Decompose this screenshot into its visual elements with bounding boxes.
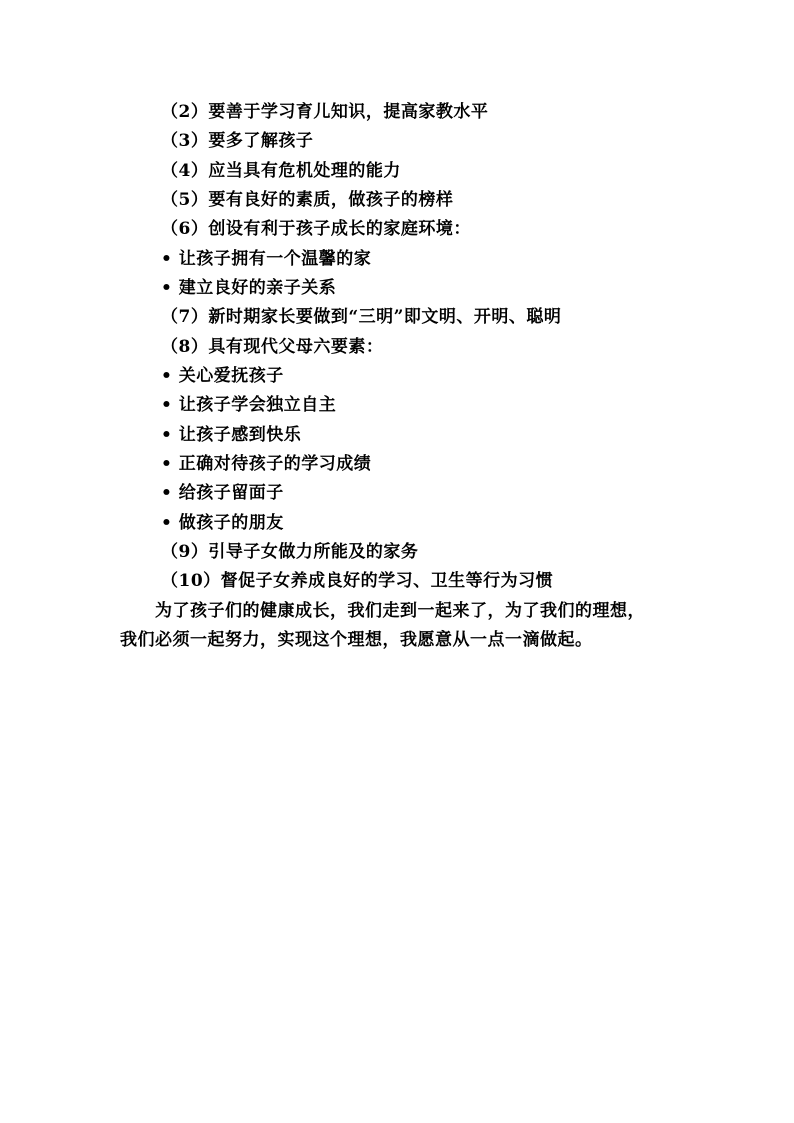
- bullet-item: • 建立良好的亲子关系: [161, 278, 337, 298]
- list-item: （10）督促子女养成良好的学习、卫生等行为习惯: [161, 571, 554, 591]
- bullet-item: • 给孩子留面子: [161, 483, 284, 503]
- closing-paragraph-line-1: 为了孩子们的健康成长，我们走到一起来了，为了我们的理想，: [155, 601, 645, 621]
- bullet-item: • 关心爱抚孩子: [161, 366, 284, 386]
- list-item: （2）要善于学习育儿知识，提高家教水平: [161, 102, 489, 122]
- list-item: （8）具有现代父母六要素：: [161, 337, 384, 357]
- list-item: （4）应当具有危机处理的能力: [161, 161, 401, 181]
- closing-paragraph-line-2: 我们必须一起努力，实现这个理想，我愿意从一点一滴做起。: [120, 630, 593, 650]
- bullet-item: • 做孩子的朋友: [161, 513, 284, 533]
- list-item: （6）创设有利于孩子成长的家庭环境：: [161, 219, 471, 239]
- bullet-item: • 让孩子感到快乐: [161, 425, 302, 445]
- bullet-item: • 让孩子学会独立自主: [161, 395, 337, 415]
- bullet-item: • 正确对待孩子的学习成绩: [161, 454, 372, 474]
- list-item: （3）要多了解孩子: [161, 131, 314, 151]
- list-item: （7）新时期家长要做到“三明”即文明、开明、聪明: [161, 307, 562, 327]
- bullet-item: • 让孩子拥有一个温馨的家: [161, 249, 372, 269]
- list-item: （5）要有良好的素质，做孩子的榜样: [161, 190, 454, 210]
- list-item: （9）引导子女做力所能及的家务: [161, 542, 419, 562]
